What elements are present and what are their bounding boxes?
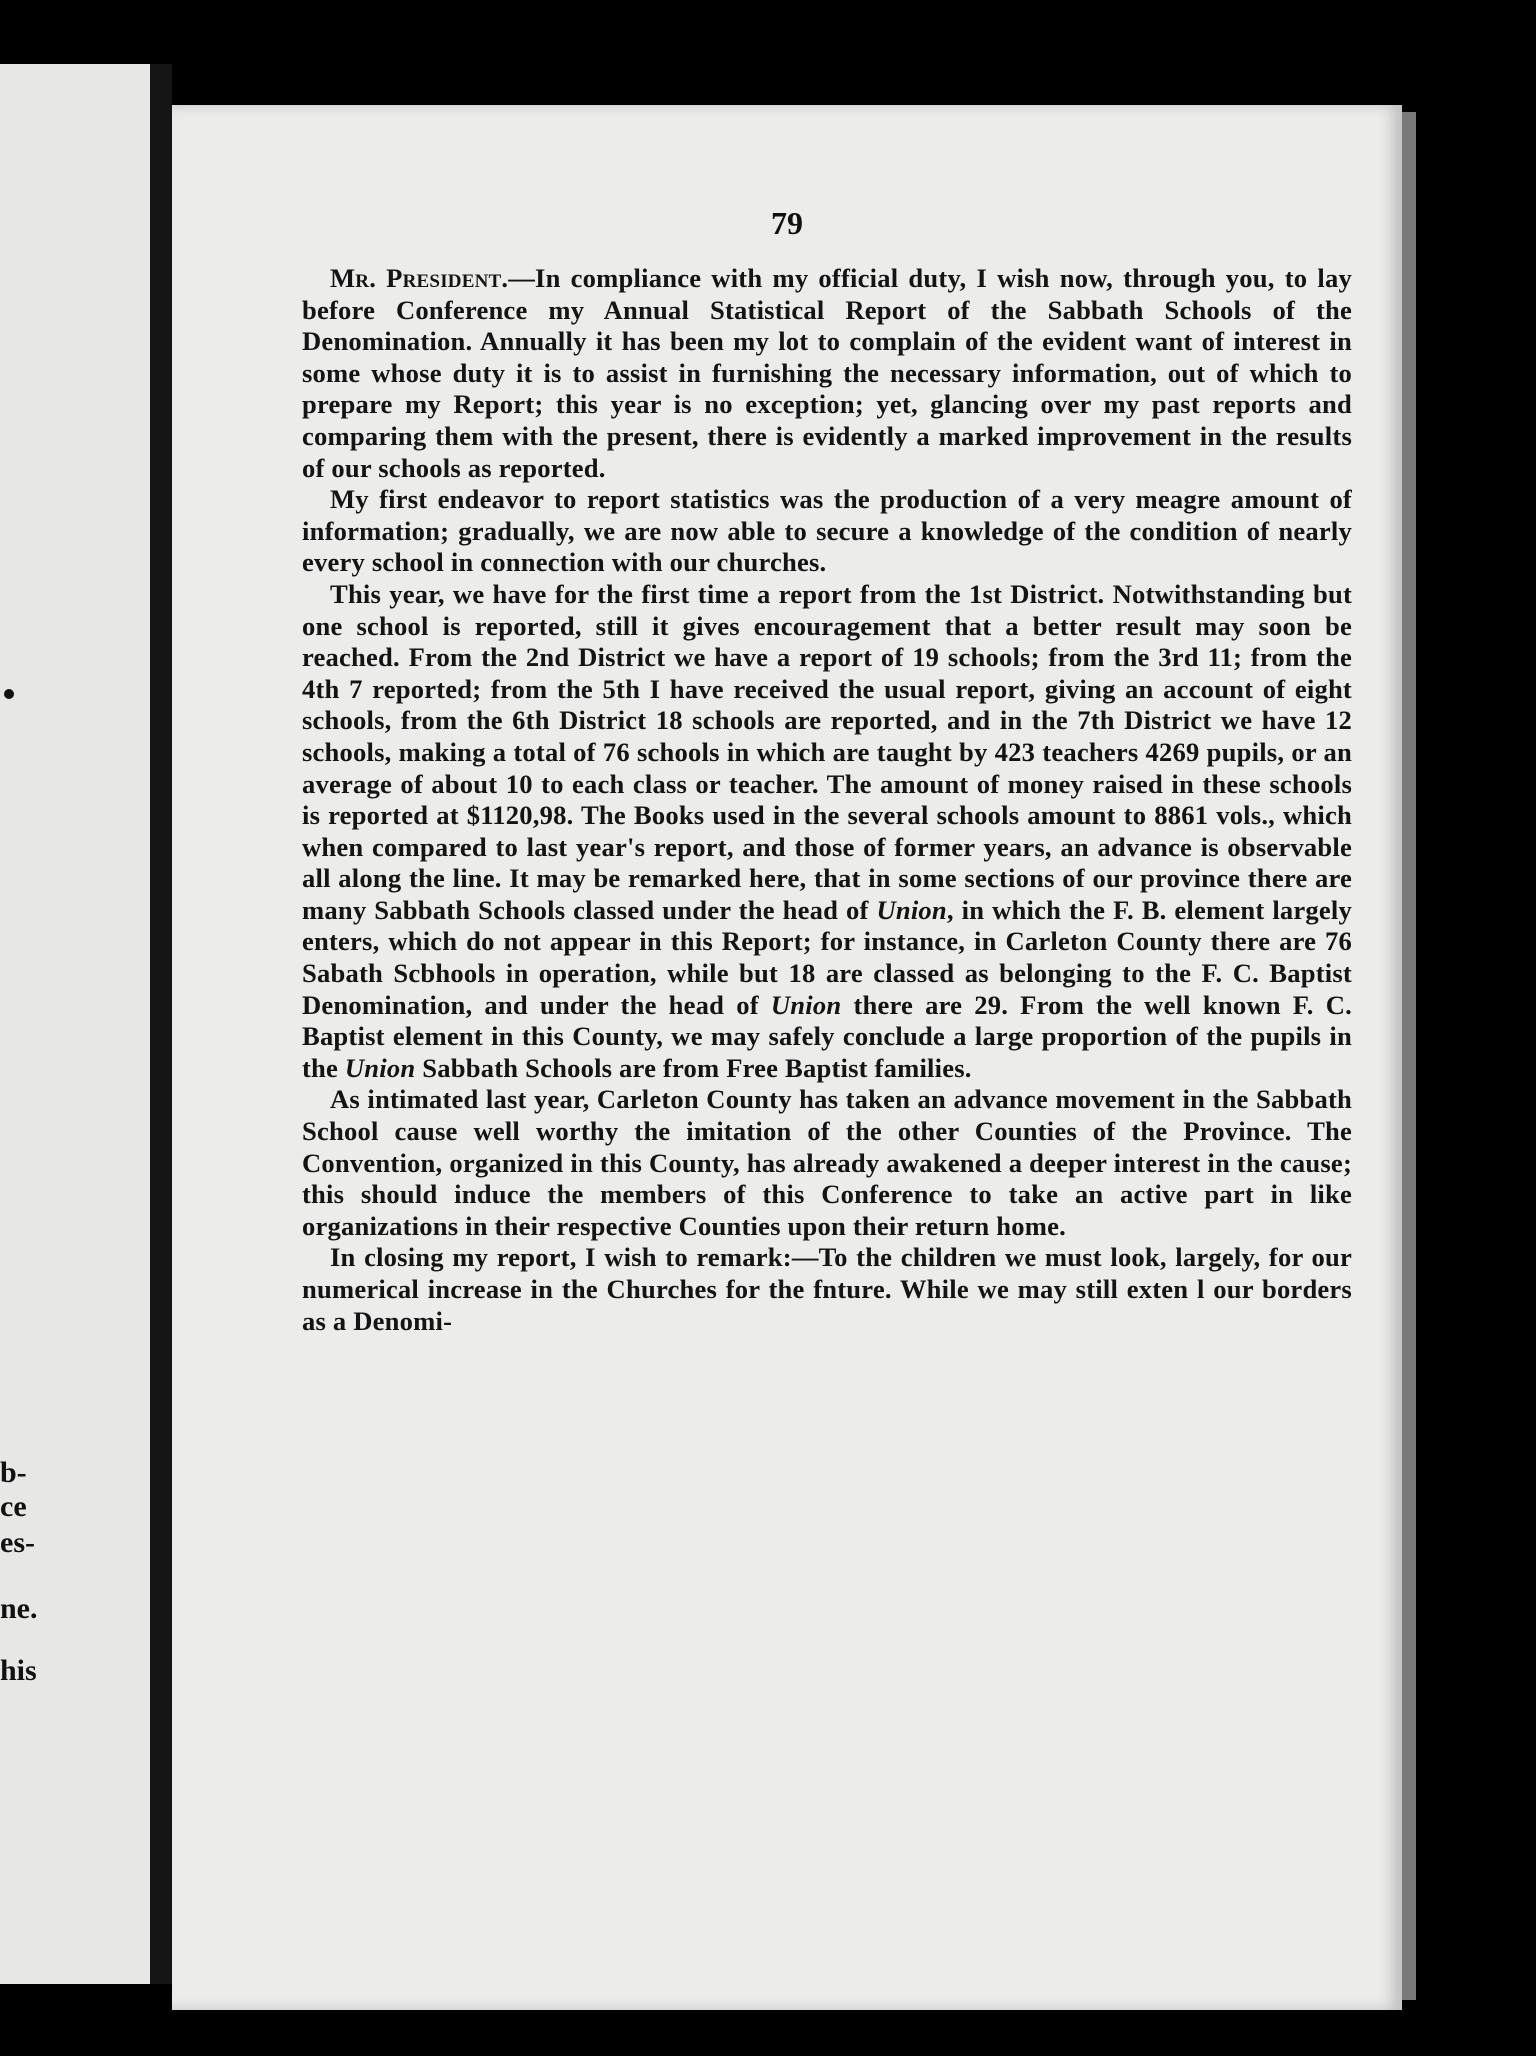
- right-page: [172, 105, 1402, 2010]
- left-page-word: ne.: [0, 1592, 38, 1625]
- italic-term: Union: [344, 1052, 416, 1083]
- paragraph-text: Sabbath Schools are from Free Baptist families.: [415, 1052, 972, 1083]
- left-page-word: b-: [0, 1456, 27, 1489]
- page-number: 79: [771, 205, 803, 241]
- paragraph-3: [302, 579, 1352, 1085]
- paragraph-text: —In compliance with my official duty, I wish now, through you, to lay before Conference my Annual Statistical Report of the Sabbath Schools of the Denomination. Annually it has been my lot to complain of the evident want of interest in some whose duty it is to assist in furnishing the necessary information, out of which to prepare my Report; this year is no exception; yet, glancing over my past reports and comparing them with the present, there is evidently a marked improvement in the results of our schools as reported.: [302, 263, 1352, 483]
- paragraph-text: there are 29. From the well known F. C. Baptist element in this County, we may safely conclude a large proportion of the pupils in the: [302, 989, 1352, 1083]
- ink-dot: [4, 689, 14, 699]
- left-page-word: his: [0, 1654, 37, 1687]
- book-gutter: [150, 64, 172, 1984]
- paragraph-text: , in which the F. B. element largely enters, which do not appear in this Report; for instance, in Carleton County there are 76 Sabath Scbhools in operation, while but 18 are classed as belonging to the F. C. Baptist Denomination, and under the head of: [302, 894, 1352, 1020]
- left-page-word: ce: [0, 1490, 27, 1523]
- report-text: [302, 263, 1352, 1337]
- salutation: Mr. President.: [330, 263, 509, 293]
- left-page-word: es-: [0, 1526, 35, 1559]
- paragraph-2: My first endeavor to report statistics was the production of a very meagre amount of information; gradually, we are now able to secure a knowledge of the condition of nearly every school in connection with our churches.: [302, 484, 1352, 578]
- italic-term: Union: [770, 989, 842, 1020]
- italic-term: Union: [876, 894, 947, 925]
- paragraph-1: [302, 263, 1352, 484]
- paragraph-4: As intimated last year, Carleton County has taken an advance movement in the Sabbath School cause well worthy the imitation of the other Counties of the Province. The Convention, organized in this County, has already awakened a deeper interest in the cause; this should induce the members of this Conference to take an active part in like organizations in their respective Counties upon their return home.: [302, 1084, 1352, 1241]
- left-page-fragment: [0, 64, 168, 1984]
- page-edge: [1402, 112, 1416, 2000]
- paragraph-text: This year, we have for the first time a report from the 1st District. Notwithstanding but one school is reported, still it gives encouragement that a better result may soon be reached. From the 2nd District we have a report of 19 schools; from the 3rd 11; from the 4th 7 reported; from the 5th I have received the usual report, giving an account of eight schools, from the 6th District 18 schools are reported, and in the 7th District we have 12 schools, making a total of 76 schools in which are taught by 423 teachers 4269 pupils, or an average of about 10 to each class or teacher. The amount of money raised in these schools is reported at $1120,98. The Books used in the several schools amount to 8861 vols., which when compared to last year's report, and those of former years, an advance is observable all along the line. It may be remarked here, that in some sections of our province there are many Sabbath Schools classed under the head of: [302, 578, 1352, 925]
- paragraph-5: In closing my report, I wish to remark:—To the children we must look, largely, for our numerical increase in the Churches for the fnture. While we may still exten l our borders as a Denomi-: [302, 1242, 1352, 1336]
